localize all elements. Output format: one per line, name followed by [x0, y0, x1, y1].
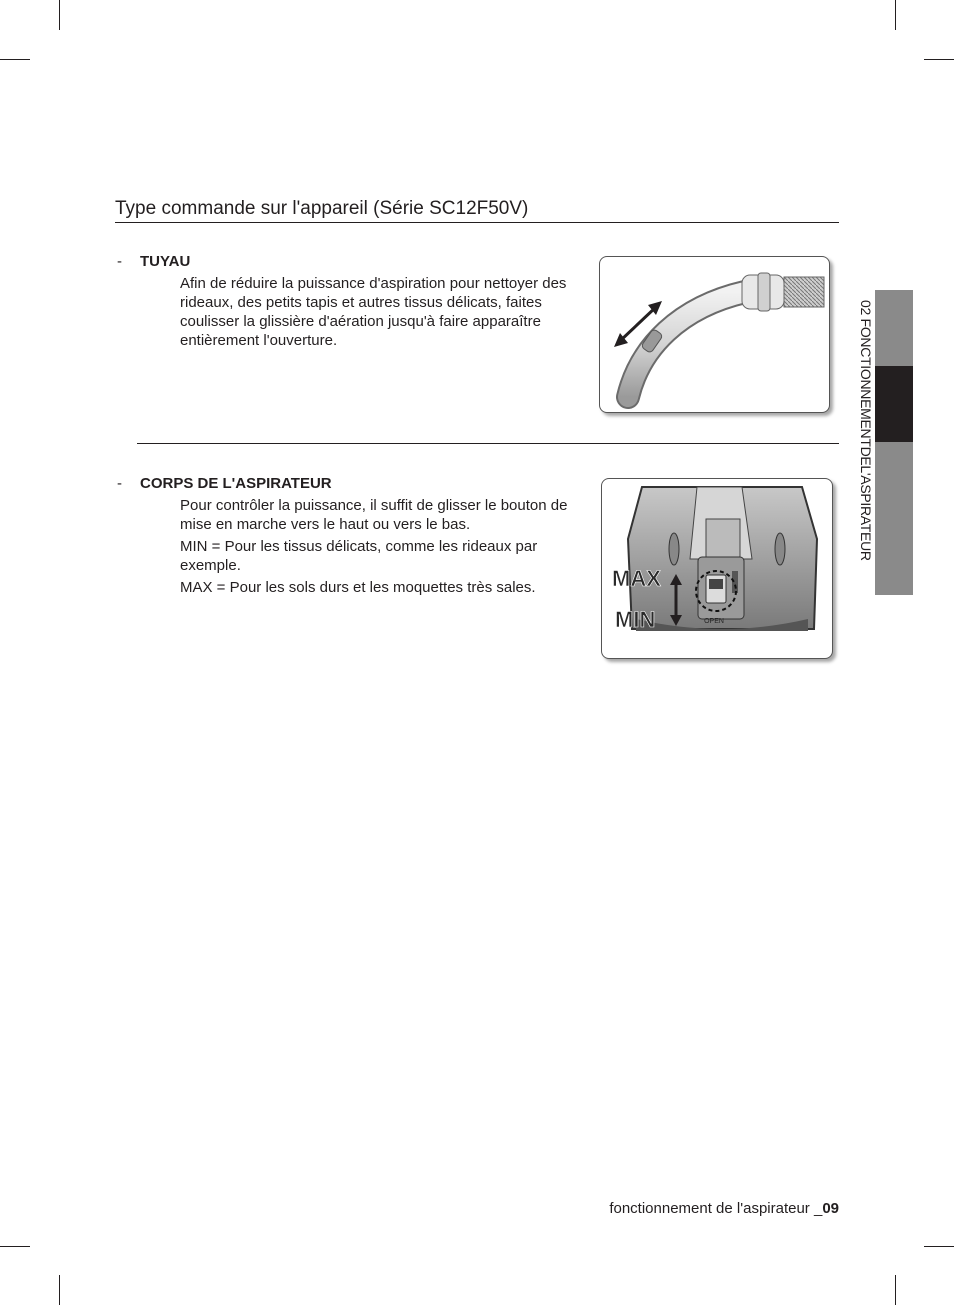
crop-mark	[0, 59, 30, 60]
section-title: Type commande sur l'appareil (Série SC12F50V)	[115, 198, 529, 219]
page-number: 09	[822, 1200, 839, 1217]
cleaner-illustration	[602, 479, 832, 658]
item-paragraph: MAX = Pour les sols durs et les moquettes très sales.	[180, 579, 536, 596]
crop-mark	[895, 0, 896, 30]
item-paragraph: Afin de réduire la puissance d'aspiration pour nettoyer des rideaux, des petits tapis et autres tissus délicats, faites coulisser la glissière d'aération jusqu'à faire apparaître entièrement l'ouverture.	[180, 275, 567, 349]
item-body	[180, 496, 585, 600]
hose-figure	[599, 256, 830, 413]
crop-mark	[924, 59, 954, 60]
open-label: OPEN	[704, 618, 724, 625]
item-paragraph: Pour contrôler la puissance, il suffit de glisser le bouton de mise en marche vers le haut ou vers le bas.	[180, 497, 568, 533]
item-dash: -	[117, 475, 122, 492]
item-body	[180, 274, 585, 353]
crop-mark	[59, 1275, 60, 1305]
page-footer	[609, 1200, 839, 1217]
crop-mark	[924, 1246, 954, 1247]
title-rule	[115, 222, 839, 223]
item-hose	[117, 252, 587, 352]
section-divider	[137, 443, 839, 444]
chapter-tab	[875, 290, 913, 595]
chapter-label: 02 FONCTIONNEMENTDEL'ASPIRATEUR	[858, 300, 874, 561]
chapter-tab-marker	[875, 366, 913, 442]
max-label: MAX	[612, 566, 661, 591]
item-body-control	[117, 474, 587, 604]
hose-illustration	[600, 257, 829, 412]
item-paragraph: MIN = Pour les tissus délicats, comme les rideaux par exemple.	[180, 538, 538, 574]
item-heading: TUYAU	[140, 253, 191, 270]
crop-mark	[0, 1246, 30, 1247]
item-dash: -	[117, 253, 122, 270]
crop-mark	[895, 1275, 896, 1305]
min-label: MIN	[615, 607, 656, 632]
item-heading: CORPS DE L'ASPIRATEUR	[140, 475, 332, 492]
footer-text: fonctionnement de l'aspirateur _	[609, 1200, 823, 1217]
crop-mark	[59, 0, 60, 30]
cleaner-figure	[601, 478, 833, 659]
